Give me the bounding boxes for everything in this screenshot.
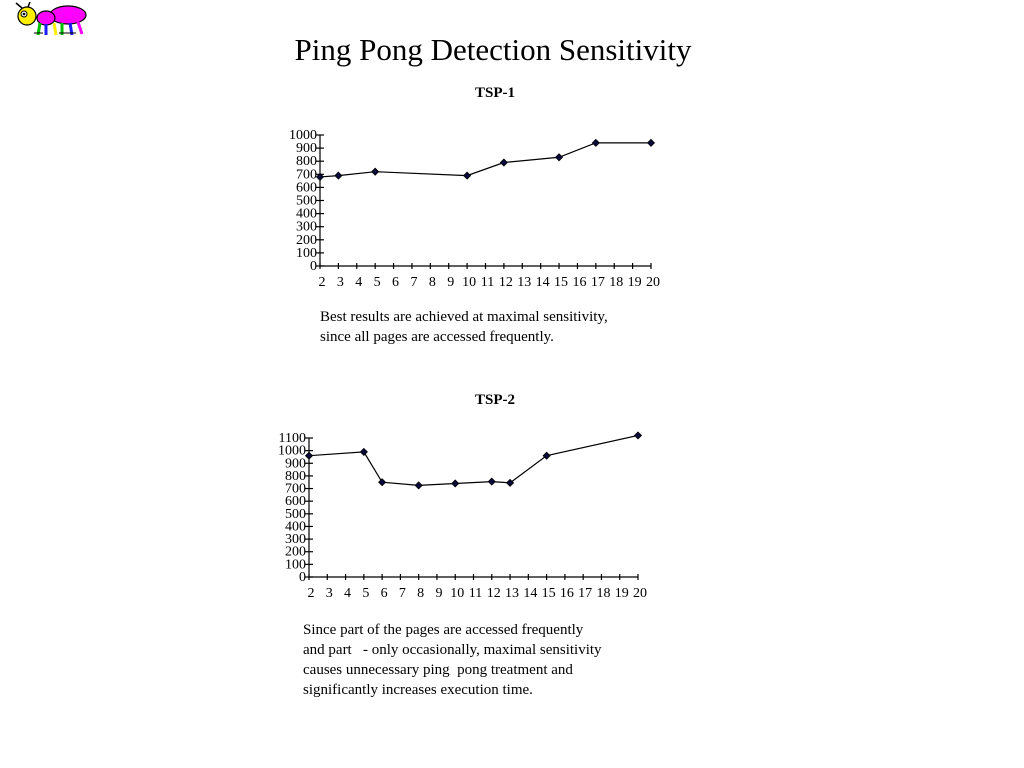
y-tick-label: 100 bbox=[285, 557, 306, 573]
y-tick-label: 700 bbox=[285, 481, 306, 497]
x-tick-label: 3 bbox=[336, 275, 344, 290]
x-tick-label: 19 bbox=[614, 586, 629, 601]
y-tick-label: 600 bbox=[285, 494, 306, 510]
data-point bbox=[306, 452, 313, 459]
y-tick-label: 200 bbox=[296, 232, 317, 248]
x-tick-label: 17 bbox=[590, 275, 605, 290]
y-tick-label: 500 bbox=[285, 506, 306, 522]
y-tick-label: 900 bbox=[296, 141, 317, 157]
y-tick-label: 0 bbox=[310, 259, 317, 274]
y-tick-label: 1000 bbox=[278, 443, 306, 459]
x-tick-label: 16 bbox=[572, 275, 587, 290]
x-tick-label: 20 bbox=[633, 586, 647, 601]
y-tick-label: 200 bbox=[285, 544, 306, 560]
y-tick-label: 1000 bbox=[289, 128, 317, 143]
x-tick-label: 16 bbox=[559, 586, 574, 601]
x-tick-label: 9 bbox=[435, 586, 443, 601]
data-point bbox=[379, 479, 386, 486]
caption-tsp1 bbox=[320, 307, 608, 347]
y-tick-label: 800 bbox=[296, 154, 317, 170]
data-point bbox=[360, 448, 367, 455]
y-tick-label: 900 bbox=[285, 456, 306, 472]
x-tick-label: 2 bbox=[318, 275, 326, 290]
y-tick-label: 400 bbox=[296, 206, 317, 222]
x-tick-label: 8 bbox=[417, 586, 425, 601]
x-tick-label: 7 bbox=[410, 275, 418, 290]
x-tick-label: 10 bbox=[462, 275, 477, 290]
data-point bbox=[452, 480, 459, 487]
x-tick-label: 13 bbox=[505, 586, 520, 601]
x-tick-label: 12 bbox=[486, 586, 501, 601]
x-tick-label: 4 bbox=[355, 275, 363, 290]
caption-line: causes unnecessary ping pong treatment and bbox=[303, 662, 573, 678]
series-line bbox=[309, 435, 638, 485]
x-tick-label: 11 bbox=[480, 275, 495, 290]
y-tick-label: 500 bbox=[296, 193, 317, 209]
caption-tsp2 bbox=[303, 620, 602, 700]
y-tick-label: 800 bbox=[285, 468, 306, 484]
y-tick-label: 300 bbox=[285, 532, 306, 548]
caption-line: since all pages are accessed frequently. bbox=[320, 329, 554, 345]
chart-title-tsp2: TSP-2 bbox=[474, 392, 515, 408]
x-tick-label: 15 bbox=[541, 586, 556, 601]
caption-line: Best results are achieved at maximal sensitivity, bbox=[320, 309, 608, 325]
x-tick-label: 6 bbox=[392, 275, 400, 290]
x-tick-label: 17 bbox=[578, 586, 593, 601]
x-tick-label: 9 bbox=[447, 275, 455, 290]
y-tick-label: 300 bbox=[296, 219, 317, 235]
x-tick-label: 15 bbox=[554, 275, 569, 290]
caption-line: significantly increases execution time. bbox=[303, 682, 533, 698]
x-tick-label: 18 bbox=[609, 275, 624, 290]
y-tick-label: 400 bbox=[285, 519, 306, 535]
x-tick-label: 2 bbox=[307, 586, 315, 601]
x-tick-label: 14 bbox=[535, 275, 550, 290]
x-tick-label: 5 bbox=[373, 275, 381, 290]
x-tick-label: 10 bbox=[450, 586, 465, 601]
y-tick-label: 700 bbox=[296, 167, 317, 183]
x-tick-label: 8 bbox=[428, 275, 436, 290]
data-point bbox=[488, 478, 495, 485]
x-tick-label: 14 bbox=[523, 586, 538, 601]
x-tick-label: 19 bbox=[627, 275, 642, 290]
data-point bbox=[635, 432, 642, 439]
y-tick-label: 600 bbox=[296, 180, 317, 196]
y-tick-label: 0 bbox=[299, 570, 306, 585]
caption-line: and part - only occasionally, maximal sensitivity bbox=[303, 642, 602, 658]
chart-title-tsp1: TSP-1 bbox=[474, 85, 515, 101]
page-title: Ping Pong Detection Sensitivity bbox=[294, 32, 692, 67]
x-tick-label: 20 bbox=[646, 275, 660, 290]
x-tick-label: 4 bbox=[344, 586, 352, 601]
y-tick-label: 100 bbox=[296, 245, 317, 261]
data-point bbox=[415, 482, 422, 489]
caption-line: Since part of the pages are accessed frequently bbox=[303, 622, 584, 638]
x-tick-label: 13 bbox=[517, 275, 532, 290]
x-tick-label: 11 bbox=[468, 586, 483, 601]
y-tick-label: 1100 bbox=[278, 431, 306, 446]
x-tick-label: 12 bbox=[498, 275, 513, 290]
x-tick-label: 6 bbox=[380, 586, 388, 601]
x-tick-label: 3 bbox=[325, 586, 333, 601]
x-tick-label: 5 bbox=[362, 586, 370, 601]
x-tick-label: 7 bbox=[398, 586, 406, 601]
x-tick-label: 18 bbox=[596, 586, 611, 601]
